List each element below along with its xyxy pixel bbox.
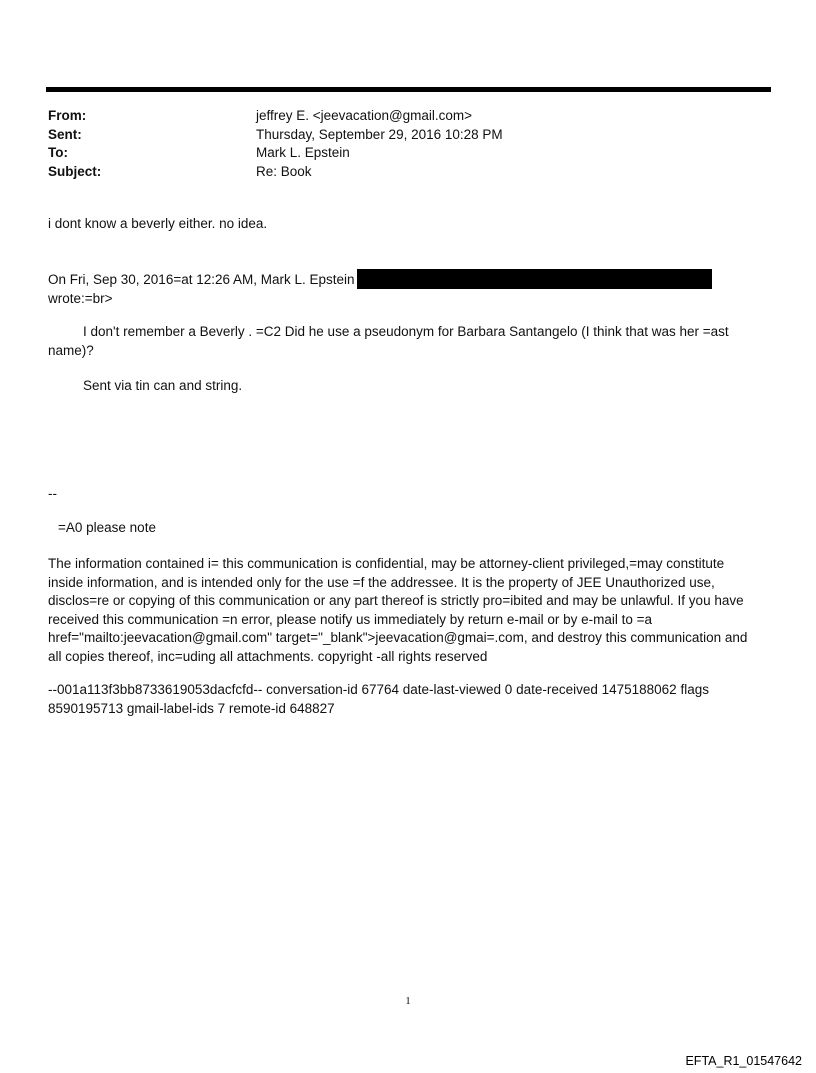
sent-value: Thursday, September 29, 2016 10:28 PM <box>256 126 503 142</box>
quote-intro: On Fri, Sep 30, 2016=at 12:26 AM, Mark L. Epstein <box>48 272 355 287</box>
quote-intro-continued: wrote:=br> <box>48 290 113 306</box>
email-header <box>48 107 503 181</box>
disclaimer-text: The information contained i= this communication is confidential, may be attorney-client privileged,=may constitute inside information, and is intended only for the use =f the addressee. It is the property of JEE Unauthorized use, disclos=re or copying of this communication or any part thereof is strictly pro=ibited and may be unlawful. If you have received this communication =n error, please notify us immediately by return e-mail or by e-mail to =a href="mailto:jeevacation@gmail.com" target="_blank">jeevacation@gmai=.com, and destroy this communication and all copies thereof, inc=uding all attachments. copyright -all rights reserved <box>48 556 748 664</box>
bates-number: EFTA_R1_01547642 <box>685 1054 802 1068</box>
subject-row <box>48 163 503 182</box>
subject-label: Subject: <box>48 163 102 179</box>
to-row <box>48 144 503 163</box>
from-value: jeffrey E. <jeevacation@gmail.com> <box>256 108 473 123</box>
reply-text: i dont know a beverly either. no idea. <box>48 216 268 231</box>
note-text: =A0 please note <box>58 520 156 535</box>
subject-value: Re: Book <box>256 163 312 179</box>
page-number: 1 <box>405 995 411 1007</box>
quoted-text: I don't remember a Beverly . =C2 Did he use a pseudonym for Barbara Santangelo (I think that was her =ast name)? <box>48 324 729 358</box>
from-row <box>48 107 503 126</box>
signature-text: Sent via tin can and string. <box>83 378 243 393</box>
to-label: To: <box>48 145 68 160</box>
metadata-text: --001a113f3bb8733619053dacfcfd-- conversation-id 67764 date-last-viewed 0 date-received 1475188062 flags 8590195713 gmail-label-ids 7 remote-id 648827 <box>48 682 709 716</box>
quote-header <box>48 269 763 308</box>
header-divider <box>46 87 771 92</box>
sent-label: Sent: <box>48 126 82 142</box>
from-label: From: <box>48 108 87 123</box>
redaction-block <box>357 269 712 289</box>
to-value: Mark L. Epstein <box>256 145 350 160</box>
sent-row <box>48 126 503 145</box>
separator-text: -- <box>48 486 57 501</box>
